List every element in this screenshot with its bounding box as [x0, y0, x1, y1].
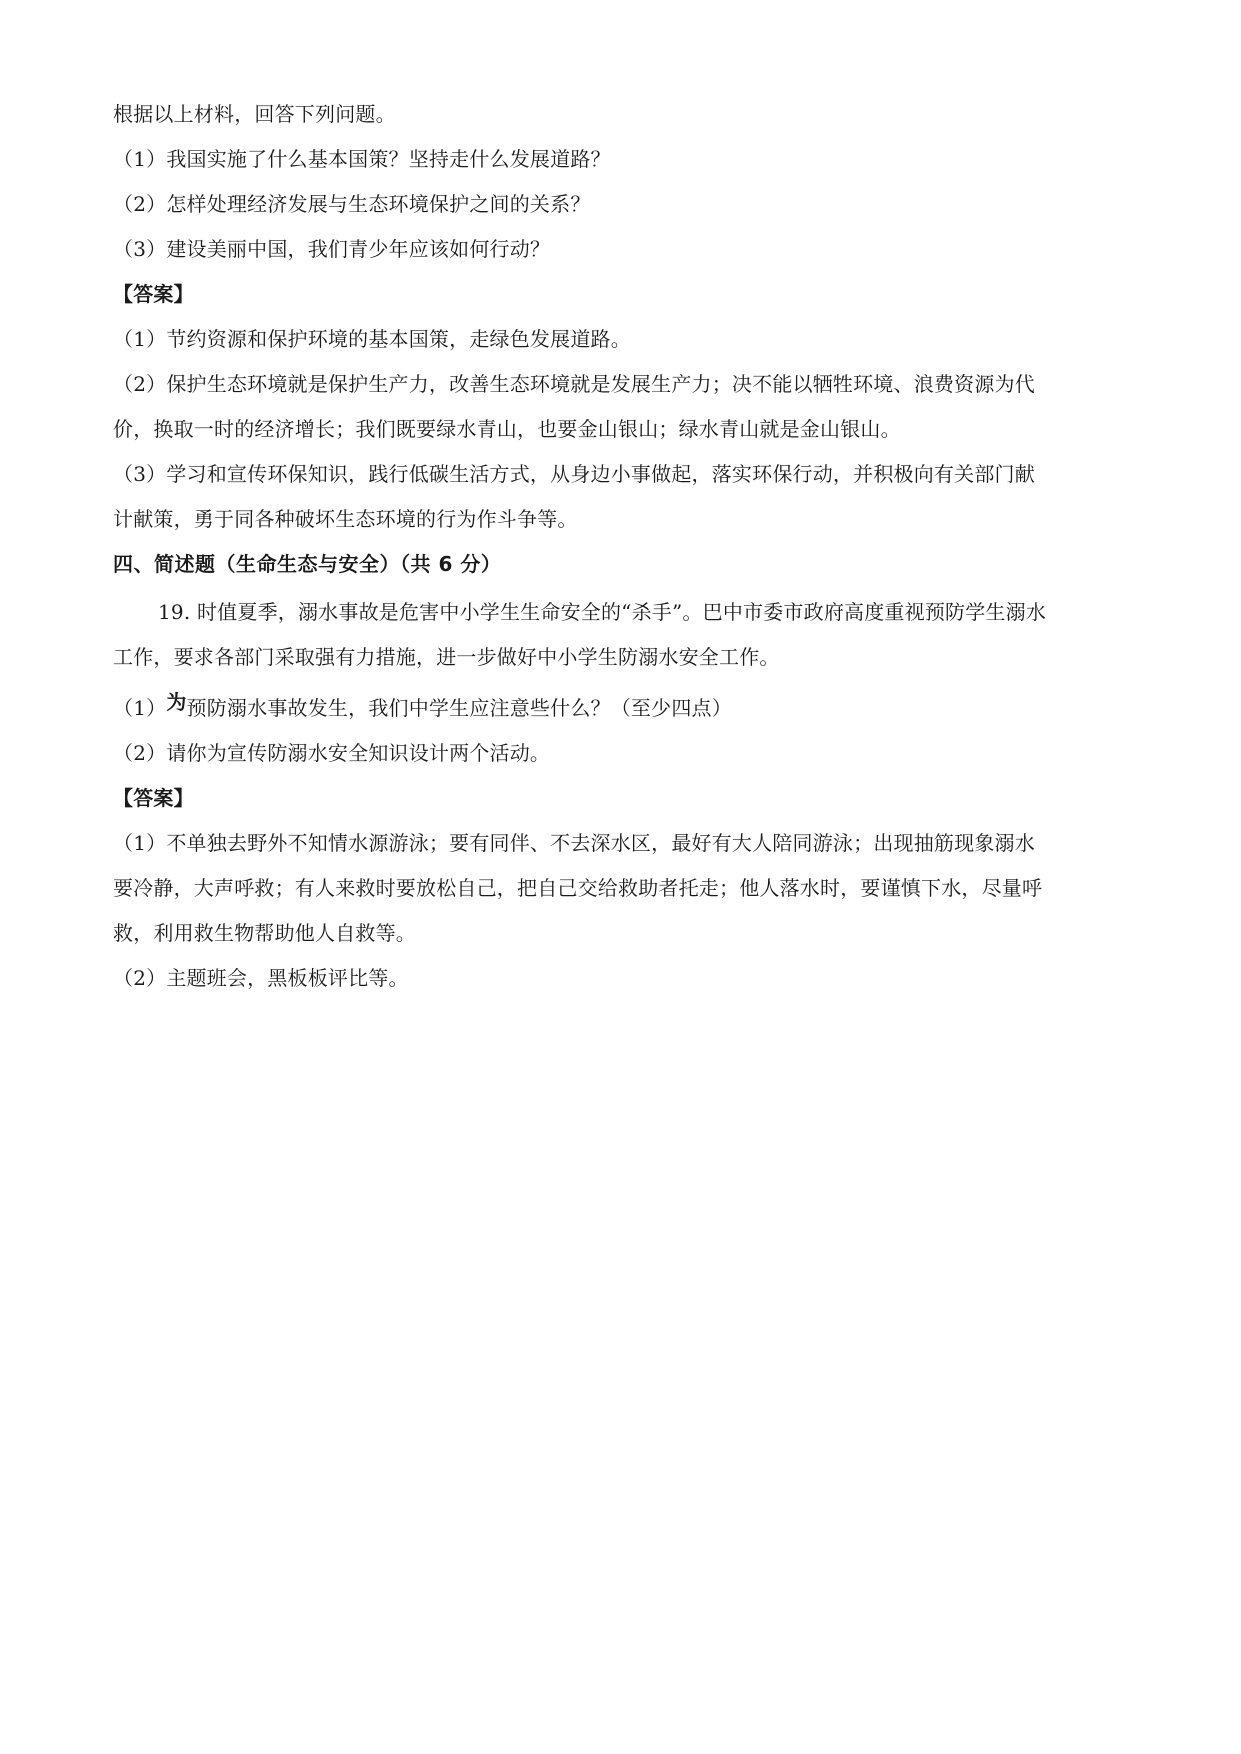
question-19-line-2: 工作，要求各部门采取强有力措施，进一步做好中小学生防溺水安全工作。 [113, 645, 780, 669]
sub-1-raised-char: 为 [166, 690, 187, 714]
answer-3-line-1: （3）学习和宣传环保知识，践行低碳生活方式，从身边小事做起，落实环保行动，并积极向有关部门献 [113, 462, 1035, 486]
answer-19-1-line-1: （1）不单独去野外不知情水源游泳；要有同伴、不去深水区，最好有大人陪同游泳；出现抽筋现象溺水 [113, 831, 1035, 855]
answer-label-2: 【答案】 [113, 786, 194, 810]
answer-19-1-line-2: 要冷静，大声呼救；有人来救时要放松自己，把自己交给救助者托走；他人落水时，要谨慎下水，尽量呼 [113, 876, 1043, 900]
answer-3-line-2: 计献策，勇于同各种破坏生态环境的行为作斗争等。 [113, 507, 578, 531]
question-3: （3）建设美丽中国，我们青少年应该如何行动？ [113, 237, 551, 261]
answer-2-line-1: （2）保护生态环境就是保护生产力，改善生态环境就是发展生产力；决不能以牺牲环境、浪费资源为代 [113, 372, 1035, 396]
question-19-line-1: 19. 时值夏季，溺水事故是危害中小学生生命安全的“杀手”。巴中市委市政府高度重视预防学生溺水 [158, 600, 1047, 624]
section-4-heading: 四、简述题（生命生态与安全）（共 6 分） [113, 552, 502, 576]
question-2: （2）怎样处理经济发展与生态环境保护之间的关系？ [113, 192, 591, 216]
intro-text: 根据以上材料，回答下列问题。 [113, 102, 396, 126]
question-19-sub-1 [113, 690, 732, 722]
answer-1: （1）节约资源和保护环境的基本国策，走绿色发展道路。 [113, 327, 631, 351]
answer-19-2: （2）主题班会，黑板板评比等。 [113, 966, 409, 990]
question-1: （1）我国实施了什么基本国策？坚持走什么发展道路？ [113, 147, 611, 171]
question-19-sub-2: （2）请你为宣传防溺水安全知识设计两个活动。 [113, 741, 551, 765]
answer-2-line-2: 价，换取一时的经济增长；我们既要绿水青山，也要金山银山；绿水青山就是金山银山。 [113, 417, 901, 441]
sub-1-prefix: （1） [113, 696, 167, 720]
answer-19-1-line-3: 救，利用救生物帮助他人自救等。 [113, 921, 416, 945]
sub-1-text: 预防溺水事故发生，我们中学生应注意些什么？（至少四点） [186, 696, 732, 720]
answer-label: 【答案】 [113, 282, 194, 306]
